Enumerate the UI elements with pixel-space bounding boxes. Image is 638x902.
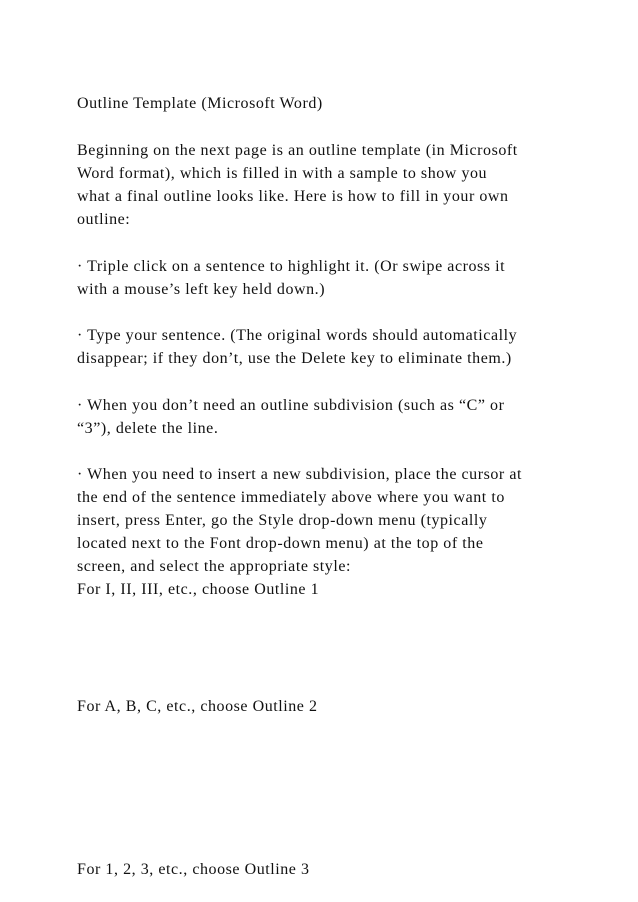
bullet-1-line-1: · Triple click on a sentence to highlight it. (Or swipe across it bbox=[77, 258, 506, 275]
style-outline-3: For 1, 2, 3, etc., choose Outline 3 bbox=[77, 861, 310, 878]
style-outline-2: For A, B, C, etc., choose Outline 2 bbox=[77, 698, 318, 715]
bullet-4-line-3: insert, press Enter, go the Style drop-down menu (typically bbox=[77, 512, 488, 529]
bullet-2-line-1: · Type your sentence. (The original words should automatically bbox=[77, 327, 518, 344]
intro-line-4: outline: bbox=[77, 211, 131, 228]
bullet-4-line-5: screen, and select the appropriate style: bbox=[77, 558, 351, 575]
bullet-4-line-2: the end of the sentence immediately above where you want to bbox=[77, 489, 505, 506]
document-title: Outline Template (Microsoft Word) bbox=[77, 95, 323, 112]
intro-line-2: Word format), which is filled in with a sample to show you bbox=[77, 165, 488, 182]
intro-line-3: what a final outline looks like. Here is how to fill in your own bbox=[77, 188, 509, 205]
bullet-3-line-2: “3”), delete the line. bbox=[77, 420, 219, 437]
intro-line-1: Beginning on the next page is an outline template (in Microsoft bbox=[77, 142, 518, 159]
bullet-4-line-4: located next to the Font drop-down menu) at the top of the bbox=[77, 535, 484, 552]
bullet-4-line-1: · When you need to insert a new subdivision, place the cursor at bbox=[77, 466, 523, 483]
style-outline-1: For I, II, III, etc., choose Outline 1 bbox=[77, 581, 320, 598]
bullet-1-line-2: with a mouse’s left key held down.) bbox=[77, 281, 326, 298]
bullet-2-line-2: disappear; if they don’t, use the Delete key to eliminate them.) bbox=[77, 350, 512, 367]
bullet-3-line-1: · When you don’t need an outline subdivision (such as “C” or bbox=[77, 397, 505, 414]
